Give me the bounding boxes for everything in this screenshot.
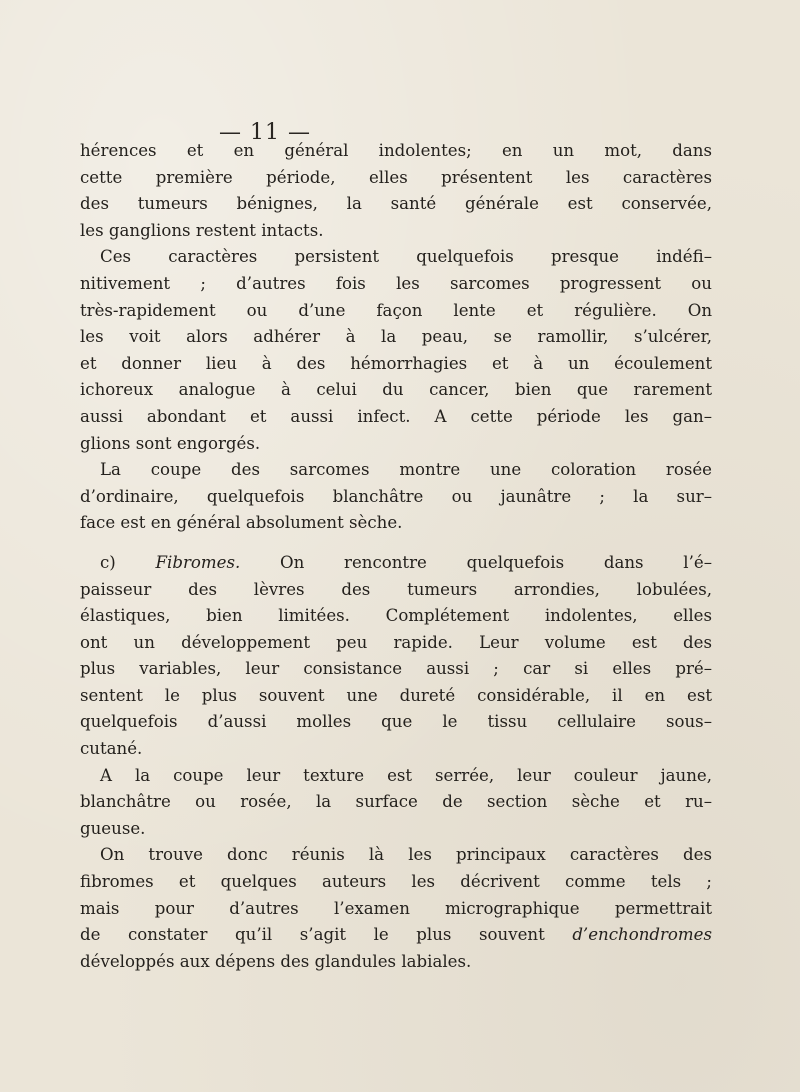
text-line: développés aux dépens des glandules labiales. bbox=[80, 951, 472, 971]
text-line: Ces caractères persistent quelquefois presque indéfi– bbox=[100, 247, 712, 267]
section-gap bbox=[80, 537, 712, 550]
section-fibromes bbox=[80, 550, 712, 763]
text-line: On trouve donc réunis là les principaux caractères des bbox=[100, 845, 712, 865]
text-line: très-rapidement ou d’une façon lente et régulière. On bbox=[80, 300, 712, 320]
paragraph bbox=[80, 457, 712, 537]
text-line: quelquefois d’aussi molles que le tissu cellulaire sous– bbox=[80, 712, 712, 732]
text-line: mais pour d’autres l’examen micrographique permettrait bbox=[80, 898, 712, 918]
text-line: ichoreux analogue à celui du cancer, bien que rarement bbox=[80, 380, 712, 400]
text-line: cette première période, elles présentent les caractères bbox=[80, 167, 712, 187]
text-line: ont un développement peu rapide. Leur volume est des bbox=[80, 632, 712, 652]
text-line: glions sont engorgés. bbox=[80, 433, 261, 453]
italic-term: d’enchondromes bbox=[572, 925, 712, 945]
text-line: les ganglions restent intacts. bbox=[80, 220, 324, 240]
text-line: nitivement ; d’autres fois les sarcomes progressent ou bbox=[80, 273, 712, 293]
text-line: gueuse. bbox=[80, 818, 146, 838]
text-line: paisseur des lèvres des tumeurs arrondies, lobulées, bbox=[80, 579, 712, 599]
section-label: c) bbox=[100, 552, 116, 572]
text-line: On rencontre quelquefois dans l’é– bbox=[280, 552, 713, 572]
body-text bbox=[80, 138, 712, 975]
text-line-with-italic bbox=[80, 922, 712, 949]
text-line: A la coupe leur texture est serrée, leur couleur jaune, bbox=[100, 765, 712, 785]
text-line: hérences et en général indolentes; en un mot, dans bbox=[80, 141, 712, 160]
text-line: plus variables, leur consistance aussi ; car si elles pré– bbox=[80, 659, 712, 679]
text-line: et donner lieu à des hémorrhagies et à un écoulement bbox=[80, 353, 712, 373]
text-line: des tumeurs bénignes, la santé générale est conservée, bbox=[80, 194, 712, 214]
paragraph bbox=[80, 244, 712, 457]
text-line: cutané. bbox=[80, 739, 143, 759]
text-line: élastiques, bien limitées. Complétement indolentes, elles bbox=[80, 606, 712, 626]
text-line: d’ordinaire, quelquefois blanchâtre ou jaunâtre ; la sur– bbox=[80, 486, 712, 506]
paragraph bbox=[80, 842, 712, 975]
paragraph bbox=[80, 763, 712, 843]
text-line: aussi abondant et aussi infect. A cette période les gan– bbox=[80, 406, 712, 426]
text-line: La coupe des sarcomes montre une coloration rosée bbox=[100, 460, 712, 480]
section-title: Fibromes. bbox=[155, 552, 241, 572]
paragraph bbox=[80, 138, 712, 244]
text-line: blanchâtre ou rosée, la surface de section sèche et ru– bbox=[80, 792, 712, 812]
text-line: sentent le plus souvent une dureté considérable, il en est bbox=[80, 685, 712, 705]
text-line: les voit alors adhérer à la peau, se ramollir, s’ulcérer, bbox=[80, 327, 712, 347]
section-first-line bbox=[80, 550, 712, 577]
page-number: — 11 — bbox=[219, 120, 311, 145]
text-line: de constater qu’il s’agit le plus souvent bbox=[80, 925, 545, 945]
text-line: face est en général absolument sèche. bbox=[80, 513, 403, 533]
text-line: fibromes et quelques auteurs les décrivent comme tels ; bbox=[80, 872, 712, 892]
